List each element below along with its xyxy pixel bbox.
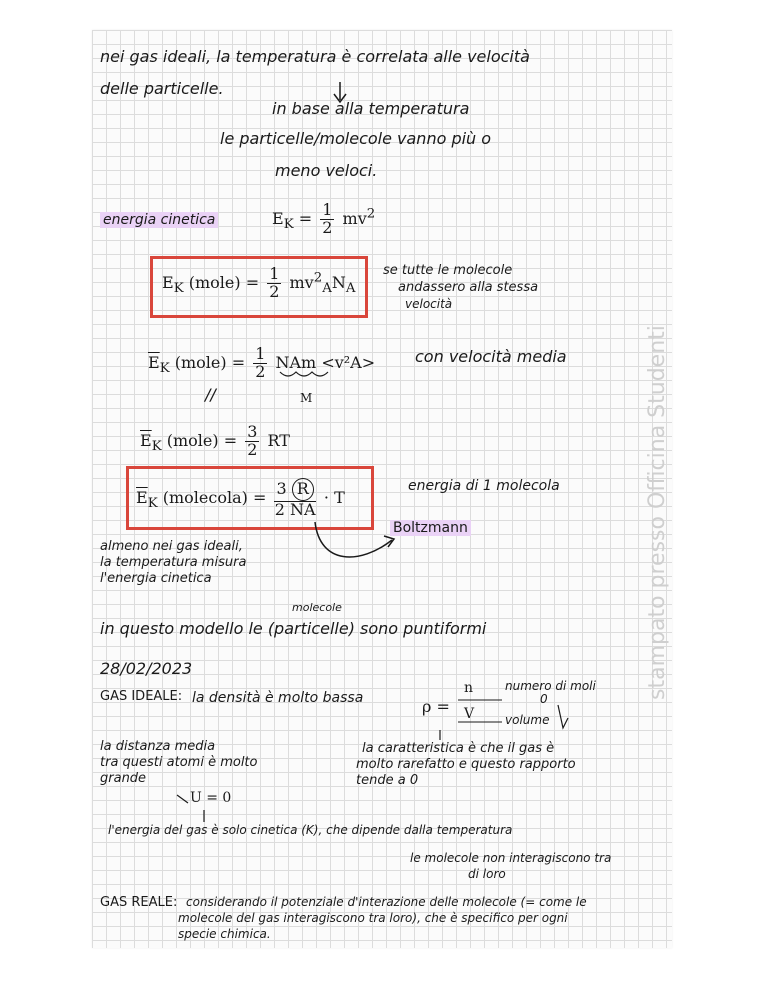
kinetic-label: energia cinetica [100, 212, 218, 228]
v-note: volume [505, 713, 550, 727]
rt-formula: $\overline{E}_K$ (mole) = $\frac{3}{2}$ RT [140, 422, 290, 459]
boltzmann-label: Boltzmann [390, 520, 471, 536]
intro-line-5: meno veloci. [275, 161, 378, 180]
gas-reale-label: GAS REALE: [100, 895, 178, 910]
n-note: numero di moli [505, 679, 596, 693]
ideal-note-2: la temperatura misura [100, 555, 247, 570]
rho-n: n [464, 680, 474, 696]
ideal-right-1: la caratteristica è che il gas è [362, 741, 555, 756]
gas-reale-3: specie chimica. [178, 927, 271, 941]
ideal-note-3: l'energia cinetica [100, 571, 212, 586]
equiv-sign: // [205, 385, 216, 404]
u-zero: U = 0 [190, 790, 232, 806]
kinetic-formula: $E_K$ = $\frac{1}{2}$ $mv^2$ [272, 200, 376, 237]
gas-ideale-text: la densità è molto bassa [192, 690, 364, 706]
intro-line-2: delle particelle. [100, 79, 224, 98]
box1-formula: $E_K$ (mole) = $\frac{1}{2}$ $mv^2_AN_A$ [162, 264, 356, 301]
date: 28/02/2023 [100, 659, 193, 678]
gas-reale-1: considerando il potenziale d'interazione delle molecole (= come le [186, 895, 587, 909]
model-above: molecole [292, 601, 342, 614]
intro-line-1: nei gas ideali, la temperatura è correlata alle velocità [100, 47, 530, 66]
intro-line-3: in base alla temperatura [272, 99, 470, 118]
intro-line-4: le particelle/molecole vanno più o [220, 129, 492, 148]
ideal-note-1: almeno nei gas ideali, [100, 539, 243, 554]
gas-reale-2: molecole del gas interagiscono tra loro), che è specifico per ogni [178, 911, 568, 925]
rho-v: V [464, 706, 475, 722]
mean-note: con velocità media [415, 347, 567, 366]
mean-under-M: M [300, 391, 313, 405]
ideal-left-2: tra questi atomi è molto [100, 755, 258, 770]
ideal-right-2: molto rarefatto e questo rapporto [356, 757, 576, 772]
ideal-right-3: tende a 0 [356, 773, 419, 788]
ideal-left-1: la distanza media [100, 739, 216, 754]
energy-line: l'energia del gas è solo cinetica (K), che dipende dalla temperatura [108, 823, 513, 837]
energy-line-3: di loro [468, 867, 506, 881]
gas-ideale-label: GAS IDEALE: [100, 689, 183, 704]
energy-line-2: le molecole non interagiscono tra [410, 851, 612, 865]
watermark: stampato presso Officina Studenti [645, 325, 670, 700]
box1-note-3: velocità [405, 297, 453, 311]
box1-note-2: andassero alla stessa [398, 280, 539, 295]
box2-note: energia di 1 molecola [408, 478, 560, 494]
mean-formula: $\overline{E}_K$ (mole) = $\frac{1}{2}$ NAm <v²A> [148, 344, 376, 381]
arrow-zero: 0 [540, 692, 548, 706]
model-text: in questo modello le (particelle) sono puntiformi [100, 619, 487, 638]
rho-symbol: ρ = [422, 697, 450, 716]
ideal-left-3: grande [100, 771, 147, 786]
box2-formula: $\overline{E}_K$ (molecola) = $\frac{3 R}{2 NA}$ · T [136, 479, 345, 519]
box1-note-1: se tutte le molecole [383, 263, 513, 278]
